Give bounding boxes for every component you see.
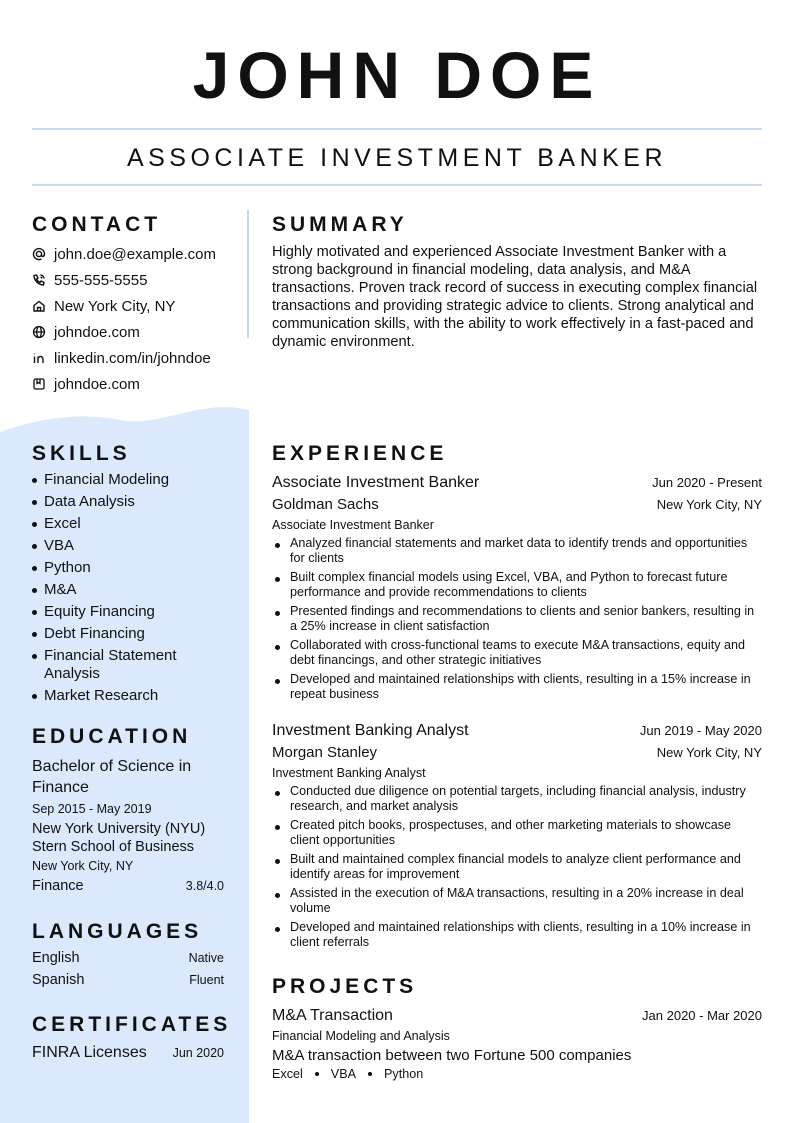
certificates-heading: CERTIFICATES bbox=[32, 1013, 232, 1036]
experience-heading: EXPERIENCE bbox=[272, 442, 448, 465]
experience-bullet: Developed and maintained relationships with clients, resulting in a 15% increase in repeat business bbox=[272, 672, 762, 702]
language-level: Native bbox=[188, 951, 224, 965]
portfolio-icon bbox=[32, 377, 46, 391]
experience-bullet: Developed and maintained relationships with clients, resulting in a 10% increase in client referrals bbox=[272, 920, 762, 950]
experience-bullet: Assisted in the execution of M&A transactions, resulting in a 20% increase in deal volume bbox=[272, 886, 762, 916]
candidate-name: JOHN DOE bbox=[192, 38, 602, 112]
contact-location-text: New York City, NY bbox=[54, 297, 176, 315]
languages-list bbox=[32, 950, 224, 994]
languages-heading: LANGUAGES bbox=[32, 920, 203, 943]
experience-company: Goldman Sachs bbox=[272, 496, 379, 513]
job-title: ASSOCIATE INVESTMENT BANKER bbox=[126, 144, 668, 172]
certificate-name: FINRA Licenses bbox=[32, 1044, 147, 1061]
education-gpa: 3.8/4.0 bbox=[185, 879, 224, 893]
education-entry bbox=[32, 756, 224, 894]
experience-entry bbox=[272, 720, 762, 954]
header-rule-top bbox=[32, 128, 762, 130]
globe-icon bbox=[32, 325, 46, 339]
experience-dates: Jun 2020 - Present bbox=[652, 475, 762, 490]
project-entry bbox=[272, 1005, 762, 1081]
language-row bbox=[32, 972, 224, 994]
education-dates: Sep 2015 - May 2019 bbox=[32, 802, 152, 816]
contact-location bbox=[32, 293, 242, 319]
skill-item: Financial Modeling bbox=[32, 471, 232, 489]
project-tool: Excel bbox=[272, 1067, 303, 1081]
skill-item: Financial Statement Analysis bbox=[32, 647, 232, 683]
experience-bullet: Presented findings and recommendations to clients and senior bankers, resulting in a 25% increase in client satisfaction bbox=[272, 604, 762, 634]
experience-bullets bbox=[272, 536, 762, 702]
experience-company-row bbox=[272, 742, 762, 764]
tool-separator bbox=[315, 1072, 319, 1076]
education-school: New York University (NYU) Stern School of Business bbox=[32, 821, 206, 855]
experience-dates: Jun 2019 - May 2020 bbox=[639, 723, 762, 738]
contact-portfolio[interactable] bbox=[32, 371, 242, 397]
skill-item: Equity Financing bbox=[32, 603, 232, 621]
phone-icon bbox=[32, 273, 46, 287]
contact-email-text: john.doe@example.com bbox=[54, 245, 216, 263]
education-field-row bbox=[32, 878, 224, 894]
skills-heading: SKILLS bbox=[32, 442, 131, 465]
experience-location: New York City, NY bbox=[656, 497, 762, 512]
project-tool: Python bbox=[384, 1067, 424, 1081]
experience-header bbox=[272, 720, 762, 742]
experience-bullet: Built complex financial models using Excel, VBA, and Python to forecast future performance and provide recommendations to clients bbox=[272, 570, 762, 600]
contact-heading: CONTACT bbox=[32, 213, 162, 236]
project-name: M&A Transaction bbox=[272, 1007, 393, 1024]
header-rule-bottom bbox=[32, 184, 762, 186]
contact-linkedin-text: linkedin.com/in/johndoe bbox=[54, 349, 211, 367]
skill-item: VBA bbox=[32, 537, 232, 555]
contact-website[interactable] bbox=[32, 319, 242, 345]
skill-item: Python bbox=[32, 559, 232, 577]
experience-location: New York City, NY bbox=[656, 745, 762, 760]
certificate-date: Jun 2020 bbox=[172, 1046, 224, 1060]
certificates-list bbox=[32, 1044, 224, 1062]
experience-bullet: Created pitch books, prospectuses, and other marketing materials to showcase client opportunities bbox=[272, 818, 762, 848]
experience-role: Associate Investment Banker bbox=[272, 474, 480, 491]
experience-subtitle: Investment Banking Analyst bbox=[272, 766, 426, 780]
project-tool: VBA bbox=[330, 1067, 356, 1081]
skill-item: Excel bbox=[32, 515, 232, 533]
experience-bullets bbox=[272, 784, 762, 950]
contact-email[interactable] bbox=[32, 241, 242, 267]
project-dates: Jan 2020 - Mar 2020 bbox=[642, 1008, 762, 1023]
project-subtitle: Financial Modeling and Analysis bbox=[272, 1029, 450, 1043]
experience-role: Investment Banking Analyst bbox=[272, 722, 469, 739]
column-divider bbox=[247, 210, 249, 338]
summary-text: Highly motivated and experienced Associate Investment Banker with a strong background in financial modeling, data analysis, and M&A transactions. Proven track record of success in executing complex financial transactions and providing strategic advice to clients. Strong analytical and communication skills, with the ability to work effectively in a fast-paced and dynamic environment. bbox=[272, 244, 758, 350]
contact-phone-text: 555-555-5555 bbox=[54, 271, 148, 289]
skill-item: Market Research bbox=[32, 687, 232, 705]
project-description: M&A transaction between two Fortune 500 companies bbox=[272, 1047, 632, 1064]
experience-bullet: Built and maintained complex financial models to analyze client performance and identify areas for improvement bbox=[272, 852, 762, 882]
contact-linkedin[interactable] bbox=[32, 345, 242, 371]
contact-portfolio-text: johndoe.com bbox=[54, 375, 140, 393]
language-name: English bbox=[32, 950, 80, 966]
project-header bbox=[272, 1005, 762, 1027]
at-icon bbox=[32, 247, 46, 261]
education-heading: EDUCATION bbox=[32, 725, 192, 748]
home-icon bbox=[32, 299, 46, 313]
contact-phone[interactable] bbox=[32, 267, 242, 293]
contact-website-text: johndoe.com bbox=[54, 323, 140, 341]
experience-entry bbox=[272, 472, 762, 706]
contact-list bbox=[32, 241, 242, 397]
language-level: Fluent bbox=[189, 973, 224, 987]
skill-item: M&A bbox=[32, 581, 232, 599]
project-tools bbox=[272, 1067, 762, 1081]
language-row bbox=[32, 950, 224, 972]
education-field: Finance bbox=[32, 878, 84, 894]
skill-item: Debt Financing bbox=[32, 625, 232, 643]
certificate-row bbox=[32, 1044, 224, 1062]
experience-company-row bbox=[272, 494, 762, 516]
experience-header bbox=[272, 472, 762, 494]
experience-bullet: Collaborated with cross-functional teams to execute M&A transactions, equity and debt financings, and other strategic initiatives bbox=[272, 638, 762, 668]
tool-separator bbox=[368, 1072, 372, 1076]
experience-company: Morgan Stanley bbox=[272, 744, 378, 761]
skill-item: Data Analysis bbox=[32, 493, 232, 511]
language-name: Spanish bbox=[32, 972, 85, 988]
projects-heading: PROJECTS bbox=[272, 975, 418, 998]
summary-heading: SUMMARY bbox=[272, 213, 408, 236]
education-degree: Bachelor of Science in Finance bbox=[32, 758, 192, 796]
experience-bullet: Analyzed financial statements and market data to identify trends and opportunities for clients bbox=[272, 536, 762, 566]
experience-bullet: Conducted due diligence on potential targets, including financial analysis, industry research, and market analysis bbox=[272, 784, 762, 814]
education-location: New York City, NY bbox=[32, 859, 134, 873]
skills-list bbox=[32, 471, 232, 709]
linkedin-icon bbox=[32, 351, 46, 365]
experience-subtitle: Associate Investment Banker bbox=[272, 518, 434, 532]
